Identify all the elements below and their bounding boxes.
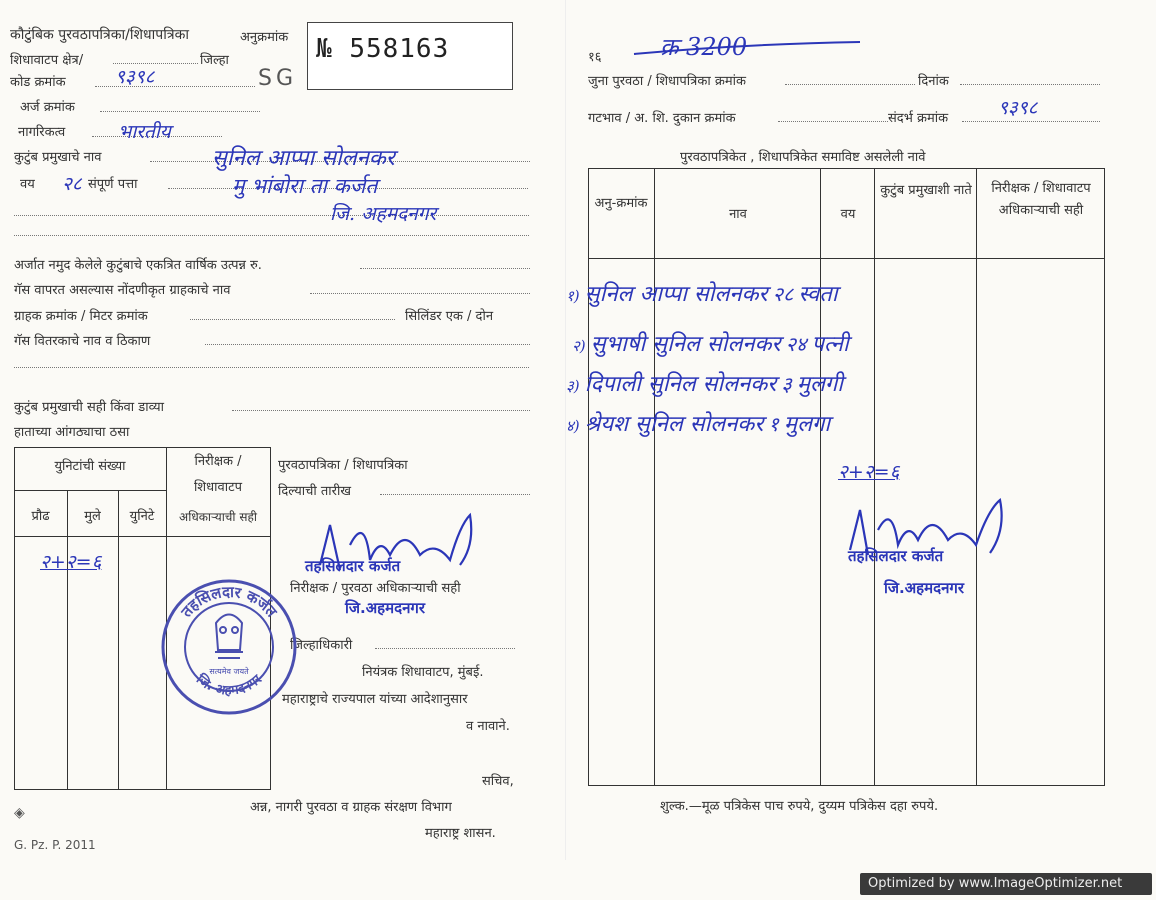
- unit-table-mid: [14, 490, 166, 491]
- col-children: मुले: [84, 509, 101, 524]
- government-label: महाराष्ट्र शासन.: [425, 826, 496, 841]
- old-card-label: जुना पुरवठा / शिधापत्रिका क्रमांक: [588, 74, 746, 89]
- handwritten-stroke: [632, 40, 862, 64]
- collector-label: जिल्हाधिकारी: [290, 638, 353, 653]
- member-relation: मुलगा: [783, 412, 831, 437]
- optimizer-watermark: Optimized by www.ImageOptimizer.net: [860, 873, 1152, 895]
- unit-table-top: [14, 447, 271, 448]
- nagarikatva-value: भारतीय: [118, 121, 171, 143]
- right-stamp-text: तहसिलदार कर्जत: [848, 547, 944, 565]
- member-no: ४): [566, 417, 580, 435]
- unit-table-head-bottom: [14, 536, 271, 537]
- handwritten-number: क्र 3200: [660, 33, 748, 61]
- member-row-4: [566, 408, 830, 438]
- members-table-left: [588, 168, 589, 786]
- members-col-2: [820, 168, 821, 786]
- grahak-line: [190, 319, 395, 320]
- seal-inner-text: जि. अहमदनगर: [193, 672, 265, 699]
- collector-line: [375, 648, 515, 649]
- member-name: दिपाली सुनिल सोलनकर: [584, 372, 777, 397]
- signature-label-1: कुटुंब प्रमुखाची सही किंवा डाव्या: [14, 400, 164, 415]
- unit-count-header: युनिटांची संख्या: [54, 459, 126, 474]
- diamond-icon: ◈: [14, 805, 25, 821]
- member-relation: मुलगी: [796, 372, 843, 397]
- unit-table-bottom: [14, 789, 271, 790]
- income-label: अर्जात नमुद केलेले कुटुंबाचे एकत्रित वार्षिक उत्पन्न रु.: [14, 258, 262, 273]
- gas-line: [310, 293, 530, 294]
- member-row-3: [566, 368, 843, 398]
- distributor-line: [205, 344, 530, 345]
- inspector-header-1: निरीक्षक /: [194, 454, 242, 469]
- unit-col-1: [67, 490, 68, 790]
- members-col-1: [654, 168, 655, 786]
- inspector-header-2: शिधावाटप: [193, 480, 243, 495]
- footer-code: G. Pz. P. 2011: [14, 838, 96, 852]
- reference-line: [962, 121, 1100, 122]
- member-row-2: [572, 328, 849, 358]
- jilha-label: जिल्हा: [200, 53, 229, 68]
- unit-value: २+२=६: [40, 551, 102, 573]
- shop-label: गटभाव / अ. शि. दुकान क्रमांक: [588, 111, 736, 126]
- members-table-title: पुरवठापत्रिकेत , शिधापत्रिकेत समाविष्ट असलेली नावे: [680, 150, 926, 165]
- gas-label: गॅस वापरत असल्यास नोंदणीकृत ग्राहकाचे नाव: [14, 283, 231, 298]
- arj-line: [100, 111, 260, 112]
- member-row-1: [566, 278, 838, 308]
- col-inspector: निरीक्षक / शिधावाटप अधिकाऱ्याची सही: [991, 181, 1091, 218]
- member-age: २४: [785, 332, 807, 356]
- col-units: युनिटे: [129, 509, 155, 524]
- officer-district: जि.अहमदनगर: [345, 599, 425, 617]
- vay-label: वय: [20, 177, 35, 192]
- kutumb-label: कुटुंब प्रमुखाचे नाव: [14, 150, 102, 165]
- member-age: २८: [772, 282, 794, 306]
- member-age: १: [768, 412, 779, 436]
- ashoka-emblem-icon: [215, 615, 243, 659]
- arj-label: अर्ज क्रमांक: [20, 100, 75, 115]
- address-line-2: जि. अहमदनगर: [330, 203, 437, 225]
- shop-line: [778, 121, 888, 122]
- serial-prefix: №: [316, 34, 333, 64]
- page-number: १६: [588, 50, 602, 65]
- unit-col-2: [118, 490, 119, 790]
- anukramank-label: अनुक्रमांक: [240, 30, 289, 45]
- members-total: २+२=६: [838, 461, 900, 483]
- member-relation: स्वता: [798, 282, 838, 307]
- member-name: सुभाषी सुनिल सोलनकर: [590, 332, 781, 357]
- member-no: २): [572, 337, 586, 355]
- reference-value: ९३९८: [998, 97, 1038, 119]
- members-table-bottom: [588, 785, 1105, 786]
- member-no: ३): [566, 377, 580, 395]
- member-age: ३: [781, 372, 792, 396]
- dinank-line: [960, 84, 1100, 85]
- seal-outer-text: तहसिलदार कर्जत: [177, 582, 281, 621]
- serial-number: [316, 34, 449, 64]
- governor-label: महाराष्ट्राचे राज्यपाल यांच्या आदेशानुसार: [282, 692, 468, 707]
- address-line-1: मु भांबोरा ता कर्जत: [232, 174, 378, 198]
- member-name: सुनिल आप्पा सोलनकर: [584, 282, 768, 307]
- controller-label: नियंत्रक शिधावाटप, मुंबई.: [362, 665, 484, 680]
- signature-label-2: हाताच्या आंगठ्याचा ठसा: [14, 425, 130, 440]
- signature-line: [232, 410, 530, 411]
- member-relation: पत्नी: [811, 332, 849, 357]
- right-district: जि.अहमदनगर: [884, 579, 964, 597]
- inspector-header-3: अधिकाऱ्याची सही: [179, 510, 257, 524]
- blank-line: [14, 235, 529, 236]
- old-card-line: [785, 84, 915, 85]
- members-table-right: [1104, 168, 1105, 786]
- department-label: अन्न, नागरी पुरवठा व ग्राहक संरक्षण विभाग: [250, 800, 452, 815]
- col-name: नाव: [729, 207, 747, 222]
- serial-value: 558163: [349, 34, 450, 64]
- col-serial: अनु-क्रमांक: [594, 196, 648, 211]
- distributor-label: गॅस वितरकाचे नाव व ठिकाण: [14, 334, 151, 349]
- by-name-label: व नावाने.: [466, 719, 510, 734]
- members-col-4: [976, 168, 977, 786]
- patta-line-2: [14, 215, 529, 216]
- issue-label-2: दिल्याची तारीख: [278, 484, 351, 499]
- patta-label: संपूर्ण पत्ता: [88, 177, 138, 192]
- secretary-label: सचिव,: [482, 774, 514, 789]
- kshetra-label: शिधावाटप क्षेत्र/: [10, 53, 84, 68]
- seal-motto: सत्यमेव जयते: [209, 667, 249, 676]
- nagarikatva-label: नागरिकत्व: [18, 125, 66, 140]
- cylinder-label: सिलिंडर एक / दोन: [405, 309, 494, 324]
- income-line: [360, 268, 530, 269]
- fee-note: शुल्क.—मूळ पत्रिकेस पाच रुपये, दुय्यम पत्रिकेस दहा रुपये.: [660, 799, 939, 814]
- code-label: कोड क्रमांक: [10, 75, 66, 90]
- blank-line-2: [14, 367, 529, 368]
- sg-code: SG: [258, 66, 298, 91]
- col-adult: प्रौढ: [31, 509, 50, 524]
- reference-label: संदर्भ क्रमांक: [888, 111, 949, 126]
- col-age: वय: [840, 207, 856, 222]
- issue-label-1: पुरवठापत्रिका / शिधापत्रिका: [278, 458, 408, 473]
- unit-table-left: [14, 447, 15, 790]
- issue-line: [380, 494, 530, 495]
- tahsildar-seal: [160, 578, 298, 716]
- officer-sign-label: निरीक्षक / पुरवठा अधिकाऱ्याची सही: [290, 581, 461, 596]
- member-no: १): [566, 287, 580, 305]
- vay-value: २८: [62, 173, 82, 195]
- col-relation: कुटुंब प्रमुखाशी नाते: [880, 183, 972, 198]
- members-table-head-bottom: [588, 258, 1105, 259]
- member-name: श्रेयश सुनिल सोलनकर: [584, 412, 764, 437]
- grahak-label: ग्राहक क्रमांक / मिटर क्रमांक: [14, 309, 148, 324]
- code-value: ९३९८: [115, 66, 155, 88]
- kutumb-value: सुनिल आप्पा सोलनकर: [212, 146, 395, 171]
- card-title: कौटुंबिक पुरवठापत्रिका/शिधापत्रिका: [10, 27, 189, 43]
- members-table-top: [588, 168, 1105, 169]
- dinank-label: दिनांक: [918, 74, 949, 89]
- officer-stamp-text: तहसिलदार कर्जत: [305, 557, 401, 575]
